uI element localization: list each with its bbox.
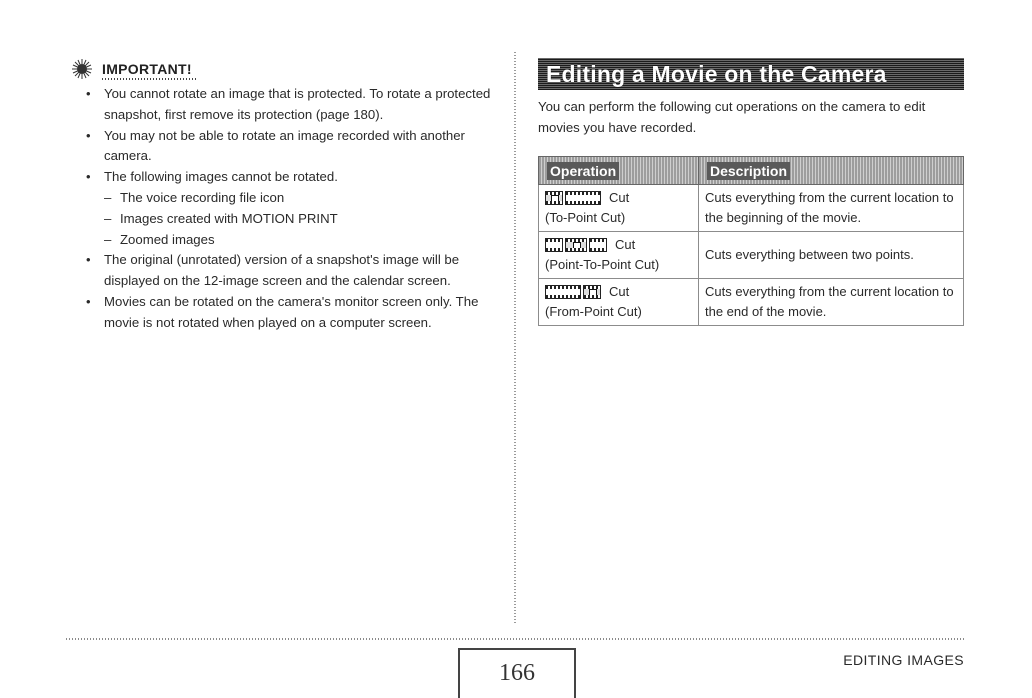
important-list (66, 84, 496, 334)
sub-list-item: – The voice recording file icon (104, 188, 496, 209)
sub-list-item: – Images created with MOTION PRINT (104, 209, 496, 230)
page-number: 166 (499, 660, 535, 686)
operation-name: (Point-To-Point Cut) (545, 257, 660, 272)
operation-name: (From-Point Cut) (545, 304, 642, 319)
starburst-icon (66, 58, 98, 80)
operations-table (538, 156, 964, 326)
table-row (539, 232, 964, 279)
header-operation: Operation (539, 157, 699, 185)
operation-cell: Cut (To-Point Cut) (539, 185, 699, 232)
page-number-box (458, 648, 576, 698)
table-header-row (539, 157, 964, 185)
section-title: Editing a Movie on the Camera (538, 58, 964, 90)
list-item: • You cannot rotate an image that is protected. To rotate a protected snapshot, first remove its protection (page 180). (66, 84, 496, 126)
from-point-cut-icon (545, 285, 601, 299)
important-label: IMPORTANT! (102, 61, 192, 77)
footer-divider (66, 638, 966, 640)
sub-list (104, 188, 496, 250)
list-item: • The original (unrotated) version of a snapshot's image will be displayed on the 12-image screen and the calendar screen. (66, 250, 496, 292)
important-notes (66, 58, 496, 334)
description-cell: Cuts everything from the current location to the beginning of the movie. (699, 185, 964, 232)
table-row (539, 185, 964, 232)
movie-editing-section (538, 58, 964, 326)
section-intro: You can perform the following cut operations on the camera to edit movies you have recorded. (538, 99, 926, 135)
list-item: • You may not be able to rotate an image recorded with another camera. (66, 126, 496, 168)
table-row (539, 279, 964, 326)
operation-name: (To-Point Cut) (545, 210, 626, 225)
sub-list-item: – Zoomed images (104, 230, 496, 251)
description-cell: Cuts everything between two points. (699, 232, 964, 279)
column-divider (514, 52, 516, 624)
description-cell: Cuts everything from the current location to the end of the movie. (699, 279, 964, 326)
list-item: • The following images cannot be rotated. – The voice recording file icon – Images created with MOTION PRINT – Zoomed images (66, 167, 496, 250)
operation-cell: Cut (From-Point Cut) (539, 279, 699, 326)
list-item: • Movies can be rotated on the camera's monitor screen only. The movie is not rotated when played on a computer screen. (66, 292, 496, 334)
point-to-point-cut-icon (545, 238, 607, 252)
to-point-cut-icon (545, 191, 601, 205)
important-heading (66, 58, 496, 80)
footer-section-label: EDITING IMAGES (843, 652, 964, 668)
operation-cell: Cut (Point-To-Point Cut) (539, 232, 699, 279)
header-description: Description (699, 157, 964, 185)
